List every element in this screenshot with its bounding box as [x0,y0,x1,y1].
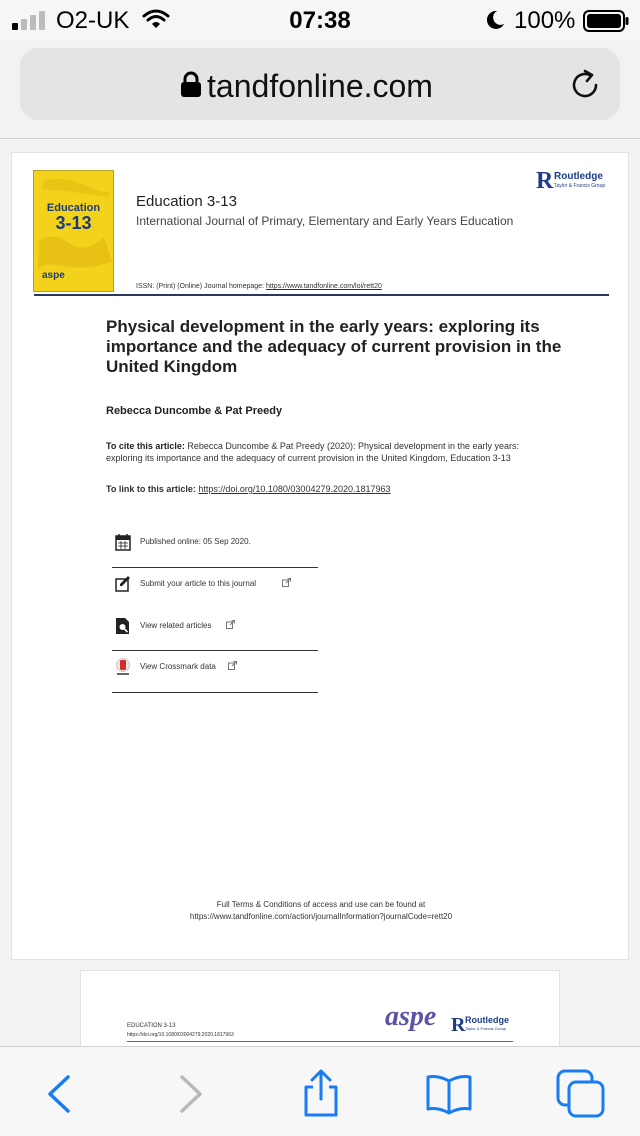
share-icon[interactable] [296,1069,346,1119]
running-head-doi: https://doi.org/10.1080/03004279.2020.1817963 [127,1032,234,1038]
reload-icon[interactable] [568,68,602,102]
status-bar [0,0,640,40]
terms-url[interactable]: https://www.tandfonline.com/action/journalInformation?journalCode=rett20 [189,912,453,921]
cover-aspe-logo: aspe [42,270,65,281]
calendar-icon [115,533,131,551]
routledge-logo [451,1015,521,1035]
article-link-line [106,484,391,494]
publisher-name: Routledge [554,171,603,182]
journal-title: Education 3-13 [136,193,237,210]
external-link-icon [282,578,291,587]
related-articles-link[interactable] [112,611,318,653]
cite-label: To cite this article: [106,441,185,451]
submit-article-label[interactable]: Submit your article to this journal [140,579,257,588]
journal-homepage-link[interactable]: https://www.tandfonline.com/loi/rett20 [265,283,382,290]
running-head-journal: EDUCATION 3-13 [127,1023,176,1029]
battery-icon [583,10,629,32]
doi-link[interactable]: https://doi.org/10.1080/03004279.2020.1817963 [198,484,391,494]
related-articles-label[interactable]: View related articles [140,621,212,630]
link-label: To link to this article: [106,484,196,494]
journal-cover [33,170,114,292]
external-link-icon [228,661,237,670]
crossmark-link[interactable] [112,652,318,694]
journal-subtitle: International Journal of Primary, Elementary and Early Years Education [136,214,514,228]
header-rule [34,294,609,296]
info-divider [112,567,318,568]
terms-line: Full Terms & Conditions of access and use can be found at [216,900,426,909]
info-divider [112,692,318,693]
published-online-label: Published online: 05 Sep 2020. [140,537,251,546]
aspe-logo: aspe [385,1001,437,1032]
external-link-icon [226,620,235,629]
routledge-logo [536,169,608,193]
routledge-r-icon: R [451,1014,466,1036]
bookmarks-icon[interactable] [424,1069,474,1119]
crossmark-icon [115,658,131,676]
cover-title-number: 3-13 [55,213,92,233]
browser-toolbar [0,1046,640,1136]
document-search-icon [115,617,131,635]
terms-footer [12,899,630,923]
edit-icon [115,575,131,593]
crossmark-label[interactable]: View Crossmark data [140,662,216,671]
submit-article-link[interactable] [112,569,318,611]
address-bar[interactable] [20,48,620,120]
issn-line [136,283,382,290]
authors: Rebecca Duncombe & Pat Preedy [106,405,283,417]
pdf-page [11,152,629,960]
divider [0,138,640,139]
issn-label: ISSN: (Print) (Online) Journal homepage: [136,283,264,290]
clock: 07:38 [289,7,351,34]
header-rule [127,1041,513,1042]
back-icon[interactable] [36,1069,86,1119]
do-not-disturb-icon [484,9,506,31]
citation [106,440,536,464]
publisher-name: Routledge [465,1015,509,1025]
article-title: Physical development in the early years: exploring its importance and the adequacy of current provision in the United Kingdom [106,317,562,376]
published-online-row [112,527,318,569]
cover-title: Education [46,202,101,214]
carrier-name: O2-UK [56,7,130,34]
tabs-icon[interactable] [556,1069,606,1119]
routledge-r-icon: R [536,168,554,194]
battery-percentage: 100% [514,7,576,34]
publisher-tagline: Taylor & Francis Group [554,183,606,189]
publisher-tagline: Taylor & Francis Group [465,1026,506,1031]
forward-icon[interactable] [164,1069,214,1119]
cite-text: Rebecca Duncombe & Pat Preedy (2020): Physical development in the early years: exploring its importance and the adequacy of current provision in the United Kingdom, Education 3-13 [106,441,520,463]
url-text[interactable]: tandfonline.com [207,68,433,104]
info-divider [112,650,318,651]
